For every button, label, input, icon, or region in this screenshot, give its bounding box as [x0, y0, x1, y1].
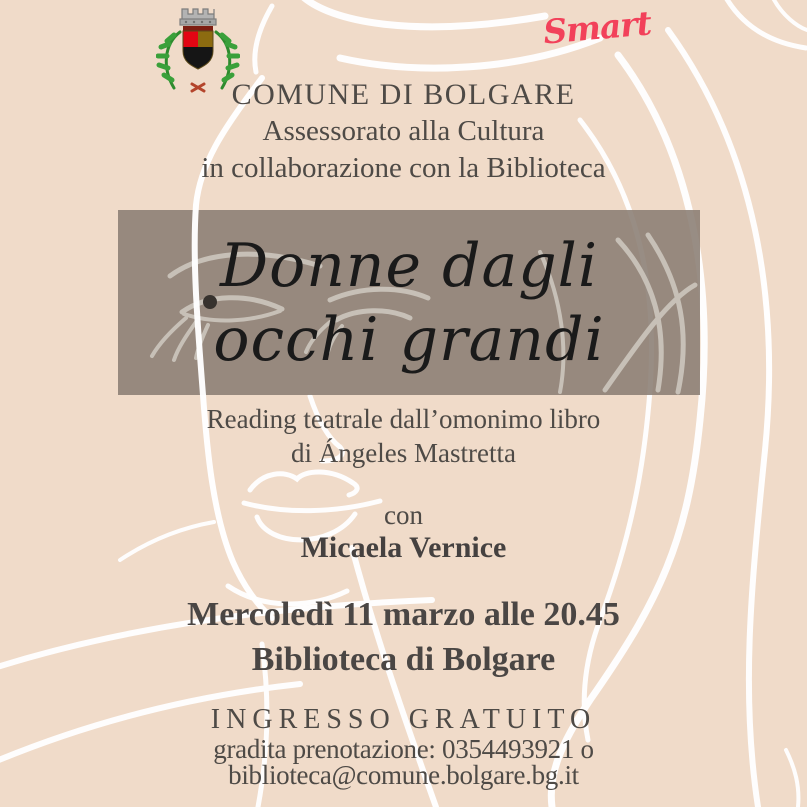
subtitle-line1: Reading teatrale dall’omonimo libro	[206, 404, 601, 434]
performer-name: Micaela Vernice	[300, 531, 507, 564]
event-subtitle	[0, 402, 807, 470]
booking-info: gradita prenotazione: 0354493921 o	[213, 734, 594, 764]
event-title-line1: Donne dagli	[219, 231, 599, 301]
schedule-block	[0, 592, 807, 682]
performer-block	[0, 500, 807, 566]
admission-block	[0, 704, 807, 788]
organizer-header	[0, 76, 807, 187]
event-title	[118, 218, 700, 388]
organizer-name: COMUNE DI BOLGARE	[231, 78, 576, 111]
smart-logo: Smart	[541, 3, 653, 52]
booking-email: biblioteca@comune.bolgare.bg.it	[228, 760, 579, 790]
organizer-department: Assessorato alla Cultura	[262, 115, 545, 147]
event-title-line2: occhi grandi	[213, 305, 605, 375]
organizer-collaboration: in collaborazione con la Biblioteca	[201, 152, 606, 184]
admission-headline: INGRESSO GRATUITO	[210, 704, 597, 735]
event-datetime: Mercoledì 11 marzo alle 20.45	[187, 596, 620, 633]
performer-intro: con	[384, 500, 423, 530]
event-venue: Biblioteca di Bolgare	[251, 641, 556, 678]
subtitle-line2: di Ángeles Mastretta	[291, 438, 516, 468]
